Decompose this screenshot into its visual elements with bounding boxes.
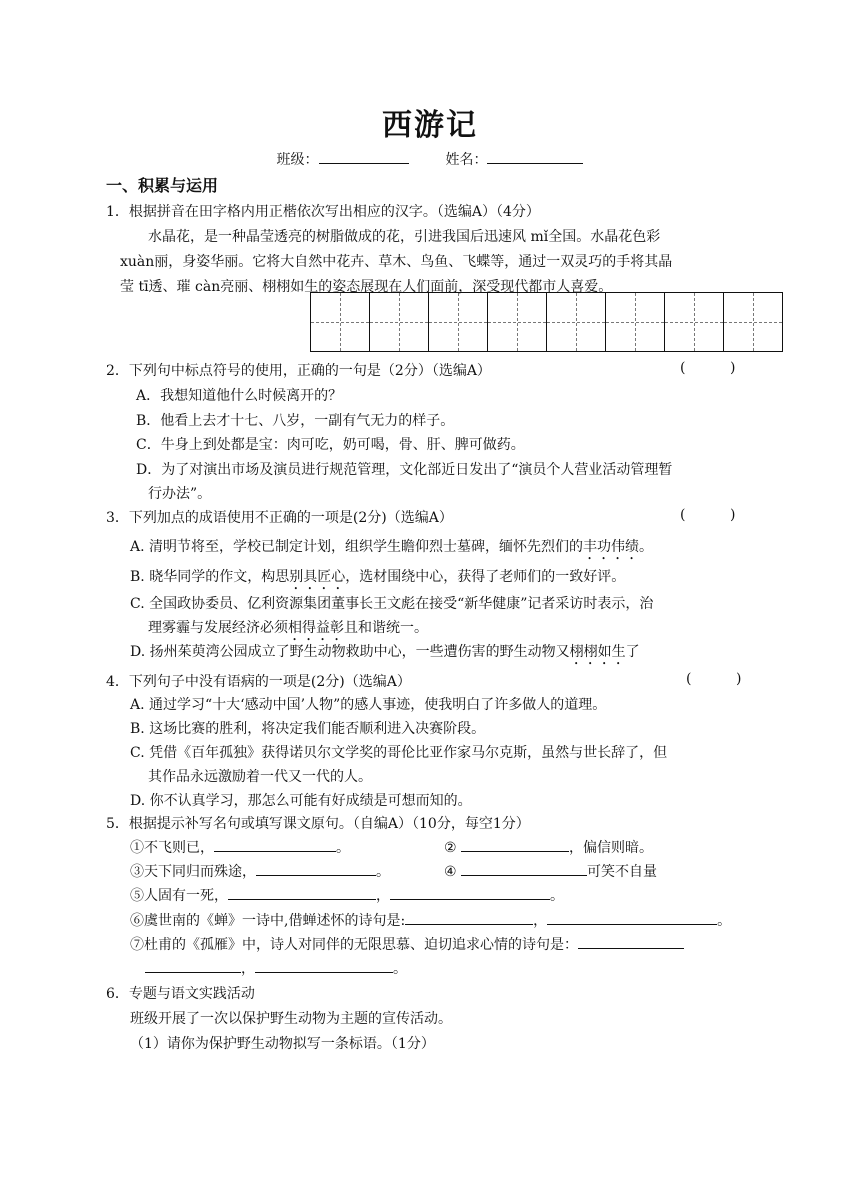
q5-punct: ，: [376, 888, 390, 904]
q4-answer-paren[interactable]: ( ): [686, 671, 742, 687]
q3-d-text: D. 扬州茱萸湾公园成立了野生动物救助中心，一些遭伤害的野生动物又: [130, 644, 570, 660]
q5-punct: 。: [336, 840, 350, 856]
q3-b-dotted-idiom: 别具匠心: [289, 569, 346, 585]
q5-blank[interactable]: [547, 912, 717, 925]
q5-blank[interactable]: [390, 887, 550, 900]
q3-b-text: B. 晓华同学的作文，构思: [130, 569, 290, 585]
grid-cell[interactable]: [487, 292, 547, 352]
q1-passage-line: 水晶花，是一种晶莹透亮的树脂做成的花，引进我国后迅速风 mǐ全国。水晶花色彩: [148, 229, 661, 245]
q3-b-text-end: ，选材围绕中心，获得了老师们的一致好评。: [345, 569, 626, 585]
q5-blank[interactable]: [145, 960, 241, 973]
q4-option-c: C. 凭借《百年孤独》获得诺贝尔文学奖的哥伦比亚作家马尔克斯，虽然与世长辞了，但: [130, 745, 668, 761]
q4-option-d: D. 你不认真学习，那怎么可能有好成绩是可想而知的。: [130, 793, 472, 809]
q1-stem: 1．根据拼音在田字格内用正楷依次写出相应的汉字。（选编A）（4分）: [106, 204, 540, 220]
class-label: 班级：: [276, 152, 319, 168]
q3-option-a: [130, 536, 653, 563]
q5-blank[interactable]: [578, 936, 684, 949]
q2-option-d-cont: 行办法”。: [148, 486, 212, 502]
q3-c-text: 理雾霾与发展经济必须: [148, 620, 288, 636]
q1-passage-line: 莹 tī透、璀 càn亮丽、栩栩如生的姿态展现在人们面前，深受现代都市人喜爱。: [120, 279, 613, 295]
tianzige-grid: [310, 292, 782, 352]
q3-d-dotted-idiom: 栩栩如生: [569, 644, 626, 660]
q5-item-5-text: ⑤人固有一死，: [130, 888, 228, 904]
q3-c-dotted-idiom: 相得益彰: [288, 620, 344, 636]
grid-cell[interactable]: [428, 292, 488, 352]
q1-passage-line: xuàn丽，身姿华丽。它将大自然中花卉、草木、鸟鱼、飞蝶等，通过一双灵巧的手将其晶: [120, 254, 673, 270]
q3-option-c-cont: [148, 617, 428, 644]
q5-item-7: [130, 934, 684, 954]
q5-item-4-text: 可笑不自量: [587, 864, 658, 880]
q5-punct: ，: [533, 913, 548, 929]
q5-punct: 。: [393, 961, 407, 977]
q5-item-6: [130, 910, 731, 930]
q2-answer-paren[interactable]: ( ): [680, 360, 736, 376]
class-blank[interactable]: [319, 149, 409, 164]
q4-option-b: B. 这场比赛的胜利，将决定我们能否顺利进入决赛阶段。: [130, 721, 486, 737]
q5-blank[interactable]: [461, 839, 569, 852]
q5-item-5: [130, 885, 564, 905]
q2-option-b: B．他看上去才十七、八岁，一副有气无力的样子。: [136, 413, 455, 429]
q6-stem: 6．专题与语文实践活动: [106, 986, 255, 1002]
name-blank[interactable]: [487, 149, 583, 164]
q3-answer-paren[interactable]: ( ): [680, 507, 736, 523]
grid-cell[interactable]: [369, 292, 429, 352]
q3-stem: 3．下列加点的成语使用不正确的一项是(2分)（选编A）: [106, 510, 453, 526]
q5-punct: 。: [550, 888, 564, 904]
grid-cell[interactable]: [310, 292, 370, 352]
q5-blank[interactable]: [405, 912, 533, 925]
q5-item-3-text: ③天下同归而殊途，: [130, 864, 256, 880]
q5-blank[interactable]: [228, 887, 376, 900]
q4-option-c-cont: 其作品永远激励着一代又一代的人。: [148, 769, 372, 785]
q2-option-d: D．为了对演出市场及演员进行规范管理，文化部近日发出了“演员个人营业活动管理暂: [136, 462, 673, 478]
section-heading: 一、积累与运用: [106, 176, 219, 195]
q5-punct: ，: [241, 961, 255, 977]
q5-punct: 。: [376, 864, 390, 880]
q6-sub-question-1: （1）请你为保护野生动物拟写一条标语。（1分）: [130, 1036, 435, 1052]
q5-item-2-text: ，偏信则暗。: [569, 840, 654, 856]
q4-stem: 4．下列句子中没有语病的一项是(2分)（选编A）: [106, 674, 411, 690]
q5-item-2-num: ②: [444, 840, 457, 856]
q2-stem: 2．下列句中标点符号的使用，正确的一句是（2分）（选编A）: [106, 363, 491, 379]
q3-option-d: [130, 641, 640, 668]
page-title: 西游记: [382, 108, 478, 143]
q5-item-4: [444, 861, 657, 881]
q5-blank[interactable]: [256, 863, 376, 876]
q3-a-dotted-idiom: 丰功伟绩: [583, 539, 640, 555]
name-label: 姓名：: [445, 152, 488, 168]
q5-item-1-text: ①不飞则已，: [130, 840, 214, 856]
student-info: [0, 149, 860, 169]
q4-option-a: A. 通过学习“十大‘感动中国’人物”的感人事迹，使我明白了许多做人的道理。: [130, 697, 607, 713]
q3-option-c: C. 全国政协委员、亿利资源集团董事长王文彪在接受“新华健康”记者采访时表示，治: [130, 596, 654, 612]
q3-a-text: A. 清明节将至，学校已制定计划，组织学生瞻仰烈士墓碑，缅怀先烈们的: [130, 539, 584, 555]
q5-item-7-text: ⑦杜甫的《孤雁》中，诗人对同伴的无限思慕、迫切追求心情的诗句是：: [130, 937, 578, 953]
q5-item-1: [130, 837, 350, 857]
q5-blank[interactable]: [255, 960, 393, 973]
q5-item-2: [444, 837, 653, 857]
q3-c-text-end: 且和谐统一。: [344, 620, 428, 636]
q3-a-text-end: 。: [639, 539, 654, 555]
q5-blank[interactable]: [214, 839, 336, 852]
q5-item-4-num: ④: [444, 864, 457, 880]
q5-item-7-cont: [145, 958, 407, 978]
q5-item-6-text: ⑥虞世南的《蝉》一诗中,借蝉述怀的诗句是:: [130, 913, 406, 929]
q3-d-text-end: 了: [625, 644, 640, 660]
q6-intro: 班级开展了一次以保护野生动物为主题的宣传活动。: [130, 1011, 452, 1027]
grid-cell[interactable]: [605, 292, 665, 352]
q2-option-c: C．牛身上到处都是宝：肉可吃，奶可喝，骨、肝、脾可做药。: [136, 437, 525, 453]
q5-blank[interactable]: [461, 863, 587, 876]
q3-option-b: [130, 566, 625, 593]
grid-cell[interactable]: [546, 292, 606, 352]
q5-item-3: [130, 861, 390, 881]
grid-cell[interactable]: [664, 292, 724, 352]
q2-option-a: A．我想知道他什么时候离开的？: [136, 388, 343, 404]
grid-cell[interactable]: [723, 292, 783, 352]
q5-stem: 5．根据提示补写名句或填写课文原句。（自编A）（10分，每空1分）: [106, 816, 530, 832]
q5-punct: 。: [717, 913, 732, 929]
